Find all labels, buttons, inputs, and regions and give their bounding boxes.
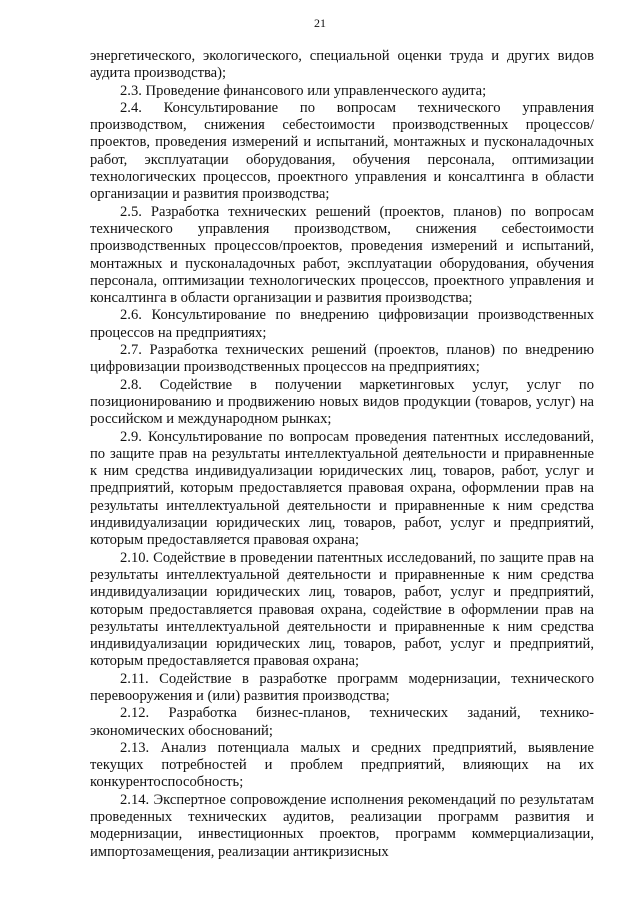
paragraph-2-8: 2.8. Содействие в получении маркетинговых услуг, услуг по позиционированию и продвижению новых видов продукции (товаров, услуг) на российском и международном рынках;: [90, 376, 594, 428]
paragraph-2-11: 2.11. Содействие в разработке программ модернизации, технического перевооружения и (или) развития производства;: [90, 670, 594, 704]
paragraph-2-9: 2.9. Консультирование по вопросам проведения патентных исследований, по защите прав на результаты интеллектуальной деятельности и приравненные к ним средства индивидуализации юридических лиц, товаров, работ, услуг и предприятий, которым предоставляется правовая охрана, оформлении прав на результаты интеллектуальной деятельности и приравненные к ним средства индивидуализации юридических лиц, товаров, работ, услуг и предприятий, которым предоставляется правовая охрана;: [90, 428, 594, 549]
paragraph-2-6: 2.6. Консультирование по внедрению цифровизации производственных процессов на предприятиях;: [90, 307, 594, 341]
paragraph-2-14: 2.14. Экспертное сопровождение исполнения рекомендаций по результатам проведенных технических аудитов, реализации программ развития и модернизации, инвестиционных проектов, программ коммерциализации, импортозамещения, реализации антикризисных: [90, 791, 594, 860]
paragraph-2-3: 2.3. Проведение финансового или управленческого аудита;: [120, 82, 487, 99]
paragraph-2-12: 2.12. Разработка бизнес-планов, технических заданий, технико-экономических обоснований;: [90, 705, 594, 739]
paragraph-2-7: 2.7. Разработка технических решений (проектов, планов) по внедрению цифровизации производственных процессов на предприятиях;: [90, 342, 594, 376]
paragraph-continuation: энергетического, экологического, специальной оценки труда и других видов аудита производства);: [90, 48, 594, 82]
paragraph-2-10: 2.10. Содействие в проведении патентных исследований, по защите прав на результаты интеллектуальной деятельности и приравненные к ним средства индивидуализации юридических лиц, товаров, работ, услуг и предприятий, которым предоставляется правовая охрана, содействие в оформлении прав на результаты интеллектуальной деятельности и приравненные к ним средства индивидуализации юридических лиц, товаров, работ, услуг и предприятий, которым предоставляется правовая охрана;: [90, 549, 594, 670]
paragraph-2-13: 2.13. Анализ потенциала малых и средних предприятий, выявление текущих потребностей и проблем предприятий, влияющих на их конкурентоспособность;: [90, 739, 594, 791]
paragraph-2-5: 2.5. Разработка технических решений (проектов, планов) по вопросам технического управления производством, снижения себестоимости производственных процессов/проектов, проведения измерений и испытаний, монтажных и пусконаладочных работ, эксплуатации оборудования, обучения персонала, оптимизации технологических процессов, проектного управления и консалтинга в области организации и развития производства;: [90, 203, 594, 307]
document-body: [90, 48, 594, 861]
paragraph-2-4: 2.4. Консультирование по вопросам технического управления производством, снижения себестоимости производственных процессов/проектов, проведения измерений и испытаний, монтажных и пусконаладочных работ, эксплуатации оборудования, обучения персонала, оптимизации технологических процессов, проектного управления и консалтинга в области организации и развития производства;: [90, 99, 594, 203]
page-number: 21: [314, 16, 326, 30]
